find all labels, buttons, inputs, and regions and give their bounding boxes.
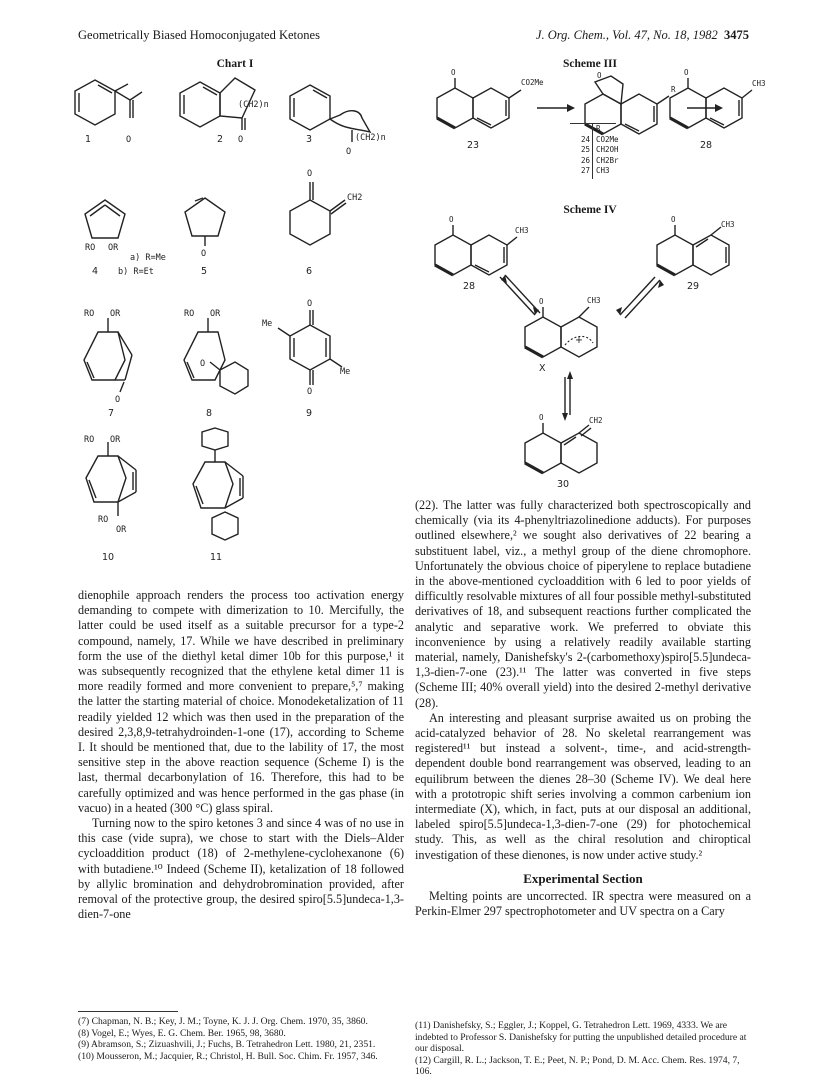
table-cell-n: 26: [580, 155, 590, 165]
label-subs-a: a) R=Me: [130, 253, 166, 263]
label-ch3: CH3: [587, 296, 601, 305]
label-or: OR: [110, 435, 121, 445]
paragraph: Turning now to the spiro ketones 3 and since 4 was of no use in this case (vide supra), we chose to start with the Diels–Alder cycloaddition product (18) of 2-methylene-cyclohexanone (6) with butadiene.¹⁰ Indeed (Scheme II), ketalization of 18 followed by allylic bromination and dehydrobromination provided, after removal of the protective group, the desired spiro[5.5]undeca-1,3-dien-7-one: [78, 816, 404, 922]
label-ch2: CH2: [589, 416, 603, 425]
left-column-body: [78, 588, 404, 922]
table-body: [570, 124, 630, 177]
structure-10: [86, 442, 136, 516]
structure-11: [193, 428, 243, 540]
label-oxygen: O: [597, 71, 602, 80]
label-oxygen: O: [307, 387, 313, 397]
structure-8: [184, 318, 248, 394]
equilibrium-arrow-x-30: [562, 371, 573, 421]
table-cell-r: CH2Br: [596, 155, 619, 165]
running-header-title: Geometrically Biased Homoconjugated Ketones: [78, 28, 320, 42]
table-cell-n: 27: [580, 166, 590, 175]
table-cell-n: 24: [580, 134, 590, 144]
label-oxygen: O: [307, 169, 313, 179]
label-r: R: [671, 85, 676, 94]
label-oxygen: O: [451, 68, 456, 77]
label-ro: RO: [98, 515, 109, 525]
scheme-4-graphic: [425, 215, 785, 490]
structure-1: [75, 80, 142, 125]
structure-28: [435, 225, 517, 275]
label-ro: RO: [184, 309, 195, 319]
label-compound-28: 28: [463, 281, 476, 292]
table-cell-r: CO2Me: [596, 134, 619, 144]
carbocation-plus: +: [575, 335, 583, 346]
table-row: [570, 135, 630, 146]
paragraph: (22). The latter was fully characterized both spectroscopically and chemically (via its 4-phenyltriazolinedione adducts). For purposes outlined elsewhere,² we sought also derivatives of 22 bearing a substituent label, viz., a methyl group of the diene chromophore. Unfortunately the obvious choice of piperylene to replace butadiene in the above-mentioned cycloaddition with 6 led to poor yields of difficultly resolvable mixtures of all four possible methyl-substituted derivatives of 18, and subsequent reactions further complicated the analytic and separative work. We preferred to obviate this inconvenience by using a relatively readily available starting material, namely, Danishefsky's 2-(carbomethoxy)spiro[5.5]undeca-1,3-dien-7-one (23).¹¹ The latter was converted in five steps (Scheme III; 40% overall yield) into the desired 2-methyl derivative (28).: [415, 498, 751, 710]
label-ch3: CH3: [721, 220, 735, 229]
label-compound-10: 10: [102, 552, 115, 563]
table-vrule: [592, 123, 593, 179]
label-ch2: CH2: [347, 193, 363, 203]
structure-23: [437, 78, 521, 128]
label-or: OR: [116, 525, 127, 535]
footnote: (7) Chapman, N. B.; Key, J. M.; Toyne, K. J. J. Org. Chem. 1970, 35, 3860.: [78, 1016, 368, 1027]
label-oxygen: O: [201, 249, 207, 259]
label-compound-9: 9: [306, 408, 313, 419]
chart-1-structures: [70, 70, 400, 580]
label-compound-7: 7: [108, 408, 115, 419]
structure-x: [525, 307, 597, 357]
label-ch2n: (CH2)n: [355, 133, 386, 143]
running-header-journal: [536, 28, 749, 43]
structure-7: [84, 318, 132, 392]
label-oxygen: O: [539, 297, 544, 306]
label-compound-2: 2: [217, 134, 224, 145]
footnote-rule: [78, 1011, 178, 1012]
label-compound-11: 11: [210, 552, 223, 563]
paragraph: Melting points are uncorrected. IR spectra were measured on a Perkin-Elmer 297 spectrophotometer and UV spectra on a Cary: [415, 889, 751, 919]
paragraph: dienophile approach renders the process too activation energy demanding to compete with dimerization to 10. Mercifully, the latter could be used itself as a suitable precursor for a type-2 compound, namely, 17. While we have described in preliminary form the use of the diethyl ketal dimer 10b for this purpose,¹ it was subsequently recognized that the ethylene ketal dimer 11 is more readily formed and more convenient to prepare,⁵,⁷ making the latter the starting material of choice. Monodeketalization of 11 readily yielded 12 which was then used in the preparation of the desired 2,3,8,9-tetrahydroinden-1-one (17), according to Scheme I. It should be mentioned that, due to the lability of 17, the most sensitive step in the above reaction sequence (Scheme I) is the last, thermal decarbonylation of 16. Therefore, this had to be carefully optimized and was hence performed in the gas phase (in vacuo) in a heated (300 °C) glass spiral.: [78, 588, 404, 815]
label-oxygen: O: [307, 299, 313, 309]
label-oxygen: O: [126, 135, 132, 145]
label-compound-4: 4: [92, 266, 99, 277]
label-or: OR: [110, 309, 121, 319]
arrowhead: [567, 104, 575, 112]
label-compound-3: 3: [306, 134, 313, 145]
structure-30: [525, 423, 597, 473]
label-oxygen: O: [449, 215, 454, 224]
label-intermediate-x: X: [539, 363, 546, 374]
structure-28-graphic: [684, 68, 790, 151]
label-compound-6: 6: [306, 266, 313, 277]
label-compound-30: 30: [557, 479, 570, 490]
footnote: (11) Danishefsky, S.; Eggler, J.; Koppel, G. Tetrahedron Lett. 1969, 4333. We are indebted to Professor S. Danishefsky for putting the unpublished detailed procedure at our disposal.: [415, 1020, 747, 1055]
scheme-3-title: Scheme III: [563, 58, 617, 70]
section-heading-experimental: Experimental Section: [523, 870, 643, 886]
label-compound-23: 23: [467, 140, 480, 151]
structure-4: [85, 200, 125, 238]
table-row: [570, 156, 630, 167]
label-ro: RO: [85, 243, 96, 253]
label-oxygen: O: [200, 359, 206, 369]
label-compound-28: 28: [700, 140, 713, 151]
structure-5: [185, 198, 225, 246]
table-cell-r: CH2OH: [596, 145, 619, 154]
table-header-r: R: [596, 124, 601, 133]
label-oxygen: O: [671, 215, 676, 224]
label-ro: RO: [84, 309, 95, 319]
substituent-table: [570, 123, 630, 177]
label-oxygen: O: [684, 68, 689, 77]
footnote: (9) Abramson, S.; Zizuashvili, J.; Fuchs, B. Tetrahedron Lett. 1980, 21, 2351.: [78, 1039, 376, 1051]
label-oxygen: O: [238, 135, 244, 145]
label-compound-29: 29: [687, 281, 700, 292]
journal-citation: J. Org. Chem., Vol. 47, No. 18, 1982: [535, 28, 718, 42]
footnote: (8) Vogel, E.; Wyes, E. G. Chem. Ber. 1965, 98, 3680.: [78, 1027, 286, 1039]
label-subs-b: b) R=Et: [118, 267, 154, 277]
label-oxygen: O: [115, 395, 121, 405]
equilibrium-arrow-x-29: [616, 277, 664, 318]
label-compound-1: 1: [85, 134, 92, 145]
table-header: [570, 124, 630, 135]
left-footnotes: [78, 1016, 404, 1062]
structure-6: [290, 182, 346, 245]
page-number: 3475: [724, 28, 749, 42]
label-ch3: CH3: [515, 226, 529, 235]
label-oxygen: O: [346, 147, 352, 157]
label-compound-5: 5: [201, 266, 208, 277]
table-cell-r: CH3: [596, 166, 610, 175]
structure-9: [278, 310, 342, 385]
equilibrium-arrow-28-x: [500, 275, 540, 315]
paragraph: An interesting and pleasant surprise awaited us on probing the acid-catalyzed behavior of 28. No skeletal rearrangement was registered¹¹ but instead a solvent-, time-, and acid-strength-dependent double bond rearrangement was observed, leading to an equilibrum between the dienes 28–30 (Scheme IV). We deal here with a prototropic shift series involving a common carbenium ion intermediate (X), which, in fact, puts at our disposal an additional, labeled spiro[5.5]undeca-1,3-dien-7-one (29) for photochemical study. This, as well as the chiral resolution and chiroptical investigation of these dienones, is now under active study.²: [415, 710, 751, 862]
label-ro: RO: [84, 435, 95, 445]
label-ch3: CH3: [752, 79, 766, 88]
label-oxygen: O: [539, 413, 544, 422]
label-or: OR: [108, 243, 119, 253]
label-or: OR: [210, 309, 221, 319]
label-ch2n: (CH2)n: [238, 100, 269, 110]
footnote: (12) Cargill, R. L.; Jackson, T. E.; Peet, N. P.; Pond, D. M. Acc. Chem. Res. 1974, 7, 106.: [415, 1054, 740, 1078]
label-methyl: Me: [340, 367, 351, 377]
footnote: (10) Mousseron, M.; Jacquier, R.; Christol, H. Bull. Soc. Chim. Fr. 1957, 346.: [78, 1050, 378, 1062]
label-co2me: CO2Me: [521, 78, 544, 87]
scheme-4-title: Scheme IV: [563, 204, 617, 216]
right-footnotes: [415, 1020, 751, 1078]
label-compound-8: 8: [206, 408, 213, 419]
table-row: [570, 166, 630, 177]
label-methyl: Me: [262, 319, 273, 329]
table-cell-n: 25: [580, 145, 590, 154]
structure-29: [657, 225, 729, 275]
table-row: [570, 145, 630, 156]
right-column-body: [415, 498, 751, 919]
chart-1-title: Chart I: [216, 58, 254, 70]
